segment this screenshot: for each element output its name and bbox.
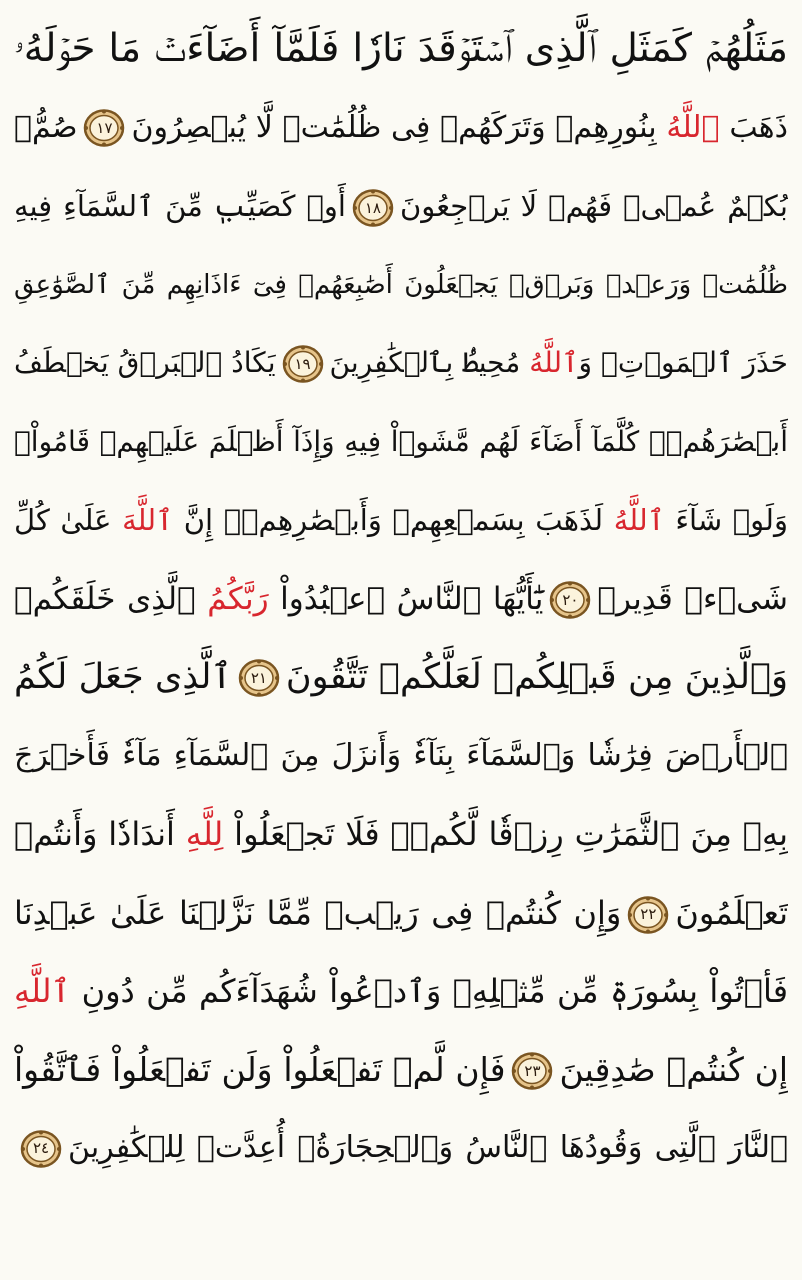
verse-text: لَذَهَبَ بِسَمۡعِهِمۡ وَأَبۡصَٰرِهِمۡۚ إِنَّ <box>173 503 614 537</box>
verse-line <box>14 717 788 796</box>
verse-line <box>14 89 788 168</box>
verse-line <box>14 481 788 560</box>
verse-line <box>14 1109 788 1188</box>
verse-number: ٢٣ <box>524 1061 541 1080</box>
verse-line <box>14 1031 788 1110</box>
verse-text: ٱلنَّارَ ٱلَّتِى وَقُودُهَا ٱلنَّاسُ وَٱلۡحِجَارَةُۖ أُعِدَّتۡ لِلۡكَٰفِرِينَ <box>68 1130 788 1165</box>
verse-text: يَٰٓأَيُّهَا ٱلنَّاسُ ٱعۡبُدُواْ <box>268 580 544 617</box>
verse-line <box>14 638 788 717</box>
verse-text: ذَهَبَ <box>719 109 788 145</box>
verse-text: بُكۡمٌ عُمۡىٞ فَهُمۡ لَا يَرۡجِعُونَ <box>399 189 788 223</box>
verse-text: حَذَرَ ٱلۡمَوۡتِۚ وَ <box>578 346 788 379</box>
verse-number: ٢٠ <box>562 590 579 609</box>
verse-end-marker-icon <box>511 1051 553 1091</box>
verse-line <box>14 403 788 482</box>
verse-line <box>14 246 788 325</box>
verse-end-marker-icon <box>352 188 394 228</box>
verse-text: ظُلُمَٰتٞ وَرَعۡدٞ وَبَرۡقٞ يَجۡعَلُونَ أَصَٰبِعَهُمۡ فِىٓ ءَاذَانِهِم مِّنَ ٱلصَّوَٰعِقِ <box>14 269 788 300</box>
verse-number: ١٨ <box>364 198 381 217</box>
verse-number: ١٧ <box>96 118 113 137</box>
divine-name-text: ٱللَّهُ <box>529 346 579 379</box>
verse-text: وَلَوۡ شَآءَ <box>664 503 788 537</box>
verse-number: ٢٤ <box>32 1139 50 1157</box>
verse-text: بِهِۦ مِنَ ٱلثَّمَرَٰتِ رِزۡقٗا لَّكُمۡۖ فَلَا تَجۡعَلُواْ <box>223 815 788 853</box>
verse-text: تَعۡلَمُونَ <box>675 893 788 932</box>
verse-number: ١٩ <box>294 354 311 373</box>
verse-text: فَأۡتُواْ بِسُورَةٖ مِّن مِّثۡلِهِۦ وَٱدۡعُواْ شُهَدَآءَكُم مِّن دُونِ <box>70 972 788 1010</box>
verse-text: ٱلۡأَرۡضَ فِرَٰشٗا وَٱلسَّمَآءَ بِنَآءٗ وَأَنزَلَ مِنَ ٱلسَّمَآءِ مَآءٗ فَأَخۡرَجَ <box>14 737 788 773</box>
verse-line <box>14 560 788 639</box>
verse-text: يَكَادُ ٱلۡبَرۡقُ يَخۡطَفُ <box>14 346 276 379</box>
verse-line <box>14 167 788 246</box>
verse-text: ٱلَّذِى جَعَلَ لَكُمُ <box>14 657 232 697</box>
verse-text: وَٱلَّذِينَ مِن قَبۡلِكُمۡ لَعَلَّكُمۡ تَتَّقُونَ <box>285 657 788 697</box>
verse-line <box>14 952 788 1031</box>
divine-name-text: ٱللَّهَ <box>122 503 174 537</box>
verse-text: بِنُورِهِمۡ وَتَرَكَهُمۡ فِى ظُلُمَٰتٖ لَّا يُبۡصِرُونَ <box>131 109 667 145</box>
verse-text: فَإِن لَّمۡ تَفۡعَلُواْ وَلَن تَفۡعَلُواْ فَٱتَّقُواْ <box>14 1049 506 1089</box>
divine-name-text: ٱللَّهُ <box>666 109 720 145</box>
verse-end-marker-icon <box>20 1129 62 1169</box>
verse-line <box>14 795 788 874</box>
verse-text: مُحِيطُۢ بِٱلۡكَٰفِرِينَ <box>329 346 530 379</box>
verse-number: ٢١ <box>250 668 267 687</box>
verse-text: وَإِن كُنتُمۡ فِى رَيۡبٖ مِّمَّا نَزَّلۡنَا عَلَىٰ عَبۡدِنَا <box>14 893 622 932</box>
verse-text: عَلَىٰ كُلِّ <box>14 503 123 537</box>
divine-name-text: ٱللَّهُ <box>613 503 665 537</box>
verse-line <box>14 874 788 953</box>
verse-number: ٢٢ <box>640 905 657 923</box>
verse-end-marker-icon <box>83 108 125 148</box>
verse-text: صُمُّۢ <box>14 109 78 145</box>
verse-end-marker-icon <box>282 344 324 384</box>
verse-text: أَوۡ كَصَيِّبٖ مِّنَ ٱلسَّمَآءِ فِيهِ <box>14 189 346 223</box>
verse-end-marker-icon <box>238 658 280 698</box>
verse-text: شَىۡءٖ قَدِيرٞ <box>597 580 788 617</box>
verse-text: أَبۡصَٰرَهُمۡۖ كُلَّمَآ أَضَآءَ لَهُم مَّشَوۡاْ فِيهِ وَإِذَآ أَظۡلَمَ عَلَيۡهِمۡ قَامُواْۚ <box>14 424 788 458</box>
divine-name-text: ٱللَّهِ <box>14 972 71 1010</box>
divine-name-text: لِلَّهِ <box>185 815 224 853</box>
verse-text: إِن كُنتُمۡ صَٰدِقِينَ <box>559 1049 788 1089</box>
verse-text: أَندَادٗا وَأَنتُمۡ <box>14 815 186 853</box>
verse-text: ٱلَّذِى خَلَقَكُمۡ <box>14 580 208 617</box>
verse-end-marker-icon <box>627 895 669 935</box>
verse-line <box>14 324 788 403</box>
verse-text: مَثَلُهُمۡ كَمَثَلِ ٱلَّذِى ٱسۡتَوۡقَدَ نَارٗا فَلَمَّآ أَضَآءَتۡ مَا حَوۡلَهُۥ <box>14 26 788 71</box>
divine-name-text: رَبَّكُمُ <box>207 580 269 617</box>
verse-end-marker-icon <box>549 580 591 620</box>
verse-line <box>14 10 788 89</box>
quran-text-block <box>14 10 788 1188</box>
